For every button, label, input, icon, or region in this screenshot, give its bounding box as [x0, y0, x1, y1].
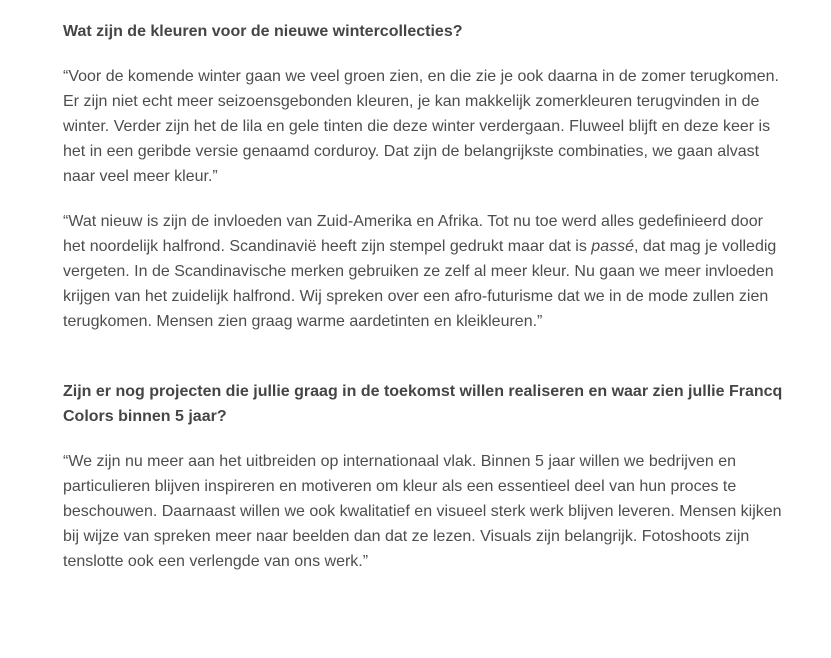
answer-text-part: , dat mag je volledig vergeten. In de Scandinavische merken gebruiken ze zelf al meer kleur. Nu gaan we meer invloeden krijgen van het zuidelijk halfrond. Wij spreken over een afro-futurisme dat we in de mode zullen zien terugkomen. Mensen zien graag warme aardetinten en kleikleuren.” — [63, 238, 777, 330]
answer-paragraph-influences — [63, 209, 785, 334]
article-body — [63, 19, 785, 574]
answer-text-part: “Wat nieuw is zijn de invloeden van Zuid-Amerika en Afrika. Tot nu toe werd alles gedefinieerd door het noordelijk halfrond. Scandinavië heeft zijn stempel gedrukt maar dat is — [63, 213, 763, 255]
answer-paragraph-winter: “Voor de komende winter gaan we veel groen zien, en die zie je ook daarna in de zomer terugkomen. Er zijn niet echt meer seizoensgebonden kleuren, je kan makkelijk zomerkleuren terugvinden in de winter. Verder zijn het de lila en gele tinten die deze winter verdergaan. Fluweel blijft en deze keer is het in een geribde versie genaamd corduroy. Dat zijn de belangrijkste combinaties, we gaan alvast naar veel meer kleur.” — [63, 68, 779, 185]
question-heading-colors: Wat zijn de kleuren voor de nieuwe wintercollecties? — [63, 23, 463, 40]
question-heading-projects: Zijn er nog projecten die jullie graag in de toekomst willen realiseren en waar zien jullie Francq Colors binnen 5 jaar? — [63, 383, 783, 425]
answer-paragraph-future: “We zijn nu meer aan het uitbreiden op internationaal vlak. Binnen 5 jaar willen we bedrijven en particulieren blijven inspireren en motiveren om kleur als een essentieel deel van hun proces te beschouwen. Daarnaast willen we ook kwalitatief en visueel sterk werk blijven leveren. Mensen kijken bij wijze van spreken meer naar beelden dan dat ze lezen. Visuals zijn belangrijk. Fotoshoots zijn tenslotte ook een verlengde van ons werk.” — [63, 453, 782, 570]
emphasis-passe: passé — [591, 238, 634, 255]
